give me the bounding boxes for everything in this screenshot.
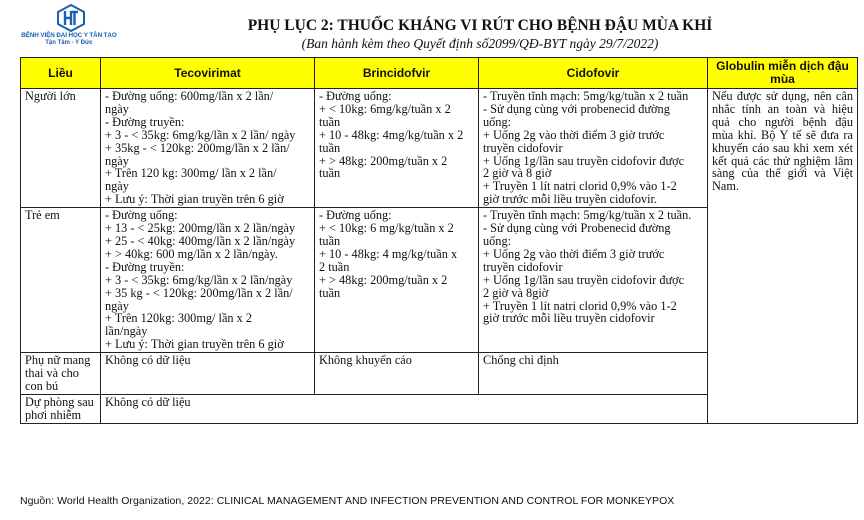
cell-line: giờ trước mỗi liều truyền cidofovir.: [483, 192, 658, 207]
antiviral-dosage-table: [20, 57, 858, 424]
row-label-child: Trẻ em: [21, 208, 101, 353]
cell-line: Không có dữ liệu: [105, 394, 191, 409]
cell-line: uống:: [483, 233, 512, 248]
cell-line: uống:: [483, 114, 512, 129]
cell-pregnant-cidofovir: [479, 353, 708, 395]
cell-line: + Truyền 1 lít natri clorid 0,9% vào 1-2: [483, 179, 677, 194]
hospital-emblem-icon: [56, 4, 86, 32]
table-row-adult: [21, 89, 858, 208]
cell-line: ngày: [105, 101, 129, 116]
cell-line: + 10 - 48kg: 4 mg/kg/tuần x: [319, 246, 458, 261]
cell-pregnant-brincidofvir: [315, 353, 479, 395]
cell-prophylaxis-tecovirimat: [101, 394, 708, 423]
cell-adult-tecovirimat: [101, 89, 315, 208]
page-subtitle: (Ban hành kèm theo Quyết định số2099/QĐ-BYT ngày 29/7/2022): [301, 36, 659, 51]
cell-line: + > 48kg: 200mg/tuần x 2: [319, 272, 448, 287]
cell-line: 2 tuần: [319, 259, 350, 274]
row-label-adult: Người lớn: [21, 89, 101, 208]
cell-line: + Uống 1g/lần sau truyền cidofovir được: [483, 153, 685, 168]
cell-line: + Lưu ý: Thời gian truyền trên 6 giờ: [105, 192, 284, 207]
row-label-pregnant: Phụ nữ mang thai và cho con bú: [21, 353, 101, 395]
cell-line: - Đường uống:: [319, 89, 392, 103]
cell-line: + > 48kg: 200mg/tuần x 2: [319, 153, 448, 168]
cell-line: + Uống 1g/lần sau truyền cidofovir được: [483, 272, 685, 287]
cell-adult-brincidofvir: [315, 89, 479, 208]
cell-globulin-note: Nếu được sử dụng, nên cân nhắc tính an toàn và hiệu quả cho người bệnh đậu mùa khỉ. Bộ Y tế sẽ đưa ra khuyến cáo sau khi xem xét kết quả các thử nghiệm lâm sàng của thế giới và Việt Nam.: [708, 89, 858, 424]
cell-line: tuần: [319, 114, 341, 129]
cell-line: + 35kg - < 120kg: 200mg/lần x 2 lần/: [105, 140, 290, 155]
source-citation: Nguồn: World Health Organization, 2022: CLINICAL MANAGEMENT AND INFECTION PREVENTION AND CONTROL FOR MONKEYPOX: [20, 495, 675, 507]
cell-line: - Sử dụng cùng với Probenecid đường: [483, 221, 671, 236]
cell-line: truyền cidofovir: [483, 259, 563, 274]
cell-line: + 25 - < 40kg: 400mg/lần x 2 lần/ngày: [105, 233, 296, 248]
header-tecovirimat: Tecovirimat: [101, 58, 315, 89]
cell-line: ngày: [105, 298, 129, 313]
cell-line: + Trên 120kg: 300mg/ lần x 2: [105, 311, 252, 326]
header-cidofovir: Cidofovir: [479, 58, 708, 89]
cell-line: tuần: [319, 140, 341, 155]
cell-line: + 35 kg - < 120kg: 200mg/lần x 2 lần/: [105, 285, 293, 300]
cell-line: Không khuyến cáo: [319, 353, 412, 368]
cell-line: + Uống 2g vào thời điểm 3 giờ trước: [483, 246, 665, 261]
cell-line: 2 giờ và 8 giờ: [483, 166, 552, 181]
cell-line: ngày: [105, 179, 129, 194]
cell-line: truyền cidofovir: [483, 140, 563, 155]
cell-line: + > 40kg: 600 mg/lần x 2 lần/ngày.: [105, 246, 278, 261]
cell-line: tuần: [319, 285, 341, 300]
hospital-name: BỆNH VIỆN ĐẠI HỌC Y TÂN TẠO: [21, 32, 117, 39]
cell-line: Không có dữ liệu: [105, 353, 191, 368]
cell-pregnant-tecovirimat: [101, 353, 315, 395]
table-header-row: [21, 58, 858, 89]
cell-child-tecovirimat: [101, 208, 315, 353]
page-title: PHỤ LỤC 2: THUỐC KHÁNG VI RÚT CHO BỆNH ĐẬU MÙA KHỈ: [247, 17, 713, 34]
cell-line: - Truyền tĩnh mạch: 5mg/kg/tuần x 2 tuần.: [483, 208, 692, 223]
cell-line: + 13 - < 25kg: 200mg/lần x 2 lần/ngày: [105, 221, 296, 236]
header-globulin: Globulin miễn dịch đậu mùa: [708, 58, 858, 89]
cell-line: + < 10kg: 6mg/kg/tuần x 2: [319, 101, 451, 116]
cell-line: - Truyền tĩnh mạch: 5mg/kg/tuần x 2 tuần: [483, 89, 689, 103]
cell-line: tuần: [319, 233, 341, 248]
cell-line: - Đường uống: 600mg/lần x 2 lần/: [105, 89, 274, 103]
cell-line: - Đường truyền:: [105, 259, 185, 274]
cell-line: + < 10kg: 6 mg/kg/tuần x 2: [319, 221, 454, 236]
cell-line: ngày: [105, 153, 129, 168]
cell-line: + 10 - 48kg: 4mg/kg/tuần x 2: [319, 127, 464, 142]
cell-line: + Lưu ý: Thời gian truyền trên 6 giờ: [105, 337, 284, 352]
cell-child-cidofovir: [479, 208, 708, 353]
cell-line: tuần: [319, 166, 341, 181]
cell-adult-cidofovir: [479, 89, 708, 208]
hospital-motto: Tận Tâm - Y Đức: [45, 40, 93, 46]
row-label-prophylaxis: Dự phòng sau phơi nhiễm: [21, 394, 101, 423]
cell-line: - Đường uống:: [319, 208, 392, 223]
cell-child-brincidofvir: [315, 208, 479, 353]
cell-line: 2 giờ và 8giờ: [483, 285, 549, 300]
cell-line: + Truyền 1 lít natri clorid 0,9% vào 1-2: [483, 298, 677, 313]
cell-line: + Uống 2g vào thời điểm 3 giờ trước: [483, 127, 665, 142]
cell-line: lần/ngày: [105, 324, 148, 339]
cell-line: giờ trước mỗi liều truyền cidofovir: [483, 311, 655, 326]
cell-line: - Sử dụng cùng với probenecid đường: [483, 101, 670, 116]
cell-line: Chống chỉ định: [483, 353, 559, 368]
cell-line: + Trên 120 kg: 300mg/ lần x 2 lần/: [105, 166, 277, 181]
cell-line: + 3 - < 35kg: 6mg/kg/lần x 2 lần/ ngày: [105, 127, 296, 142]
header-brincidofvir: Brincidofvir: [315, 58, 479, 89]
cell-line: - Đường truyền:: [105, 114, 185, 129]
cell-line: + 3 - < 35kg: 6mg/kg/lần x 2 lần/ngày: [105, 272, 293, 287]
header-dose: Liều: [21, 58, 101, 89]
cell-line: - Đường uống:: [105, 208, 178, 223]
